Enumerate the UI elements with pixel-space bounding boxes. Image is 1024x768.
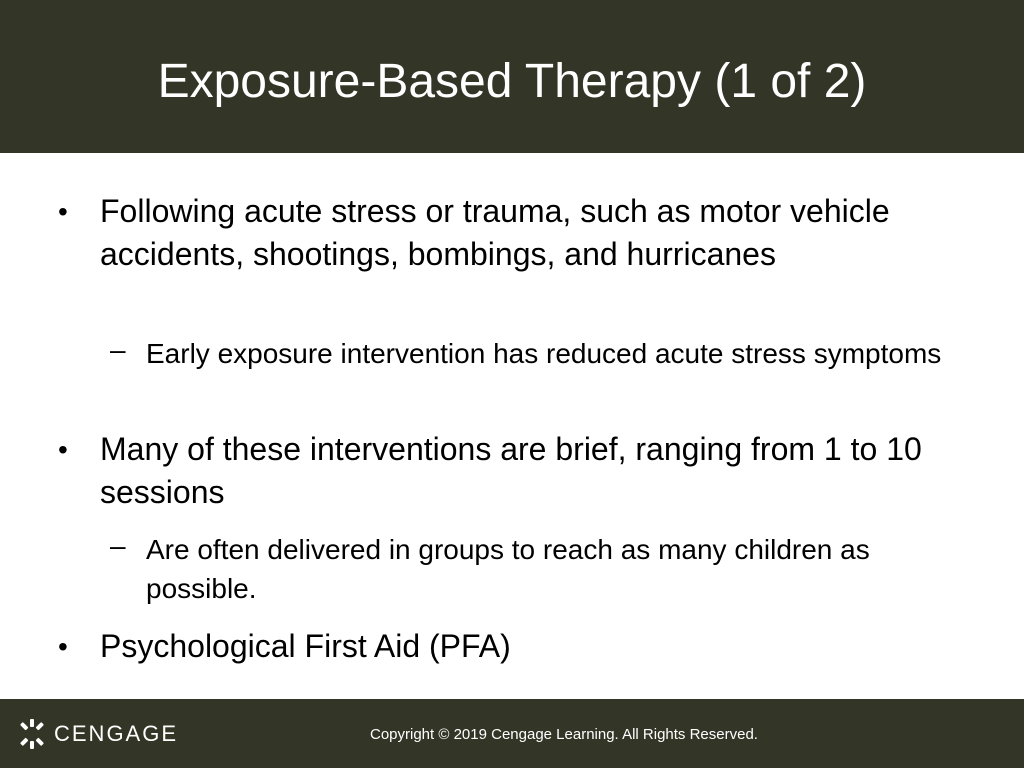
cengage-logo-icon	[16, 718, 48, 750]
bullet-marker: •	[58, 196, 68, 227]
bullet-item	[58, 190, 970, 276]
bullet-item	[58, 428, 970, 514]
logo-wordmark: CENGAGE	[54, 721, 179, 746]
copyright-text: Copyright © 2019 Cengage Learning. All Rights Reserved.	[370, 726, 758, 743]
sub-bullet-text: Early exposure intervention has reduced acute stress symptoms	[146, 338, 942, 369]
bullet-text: Following acute stress or trauma, such as motor vehicle accidents, shootings, bombings, and hurricanes	[100, 193, 890, 272]
bullet-text: Psychological First Aid (PFA)	[100, 628, 511, 664]
bullet-marker: •	[58, 434, 68, 465]
dash-marker: –	[110, 530, 126, 561]
bullet-marker: •	[58, 631, 68, 662]
dash-marker: –	[110, 334, 126, 365]
sub-bullet-item	[110, 530, 976, 608]
slide-header	[0, 0, 1024, 153]
sub-bullet-text: Are often delivered in groups to reach as many children as possible.	[146, 534, 870, 604]
slide-footer	[0, 699, 1024, 768]
cengage-logo	[16, 718, 178, 750]
sub-bullet-item	[110, 334, 976, 373]
bullet-text: Many of these interventions are brief, ranging from 1 to 10 sessions	[100, 431, 922, 510]
slide-title: Exposure-Based Therapy (1 of 2)	[157, 55, 867, 108]
bullet-item	[58, 625, 970, 668]
slide-content	[0, 153, 1024, 699]
